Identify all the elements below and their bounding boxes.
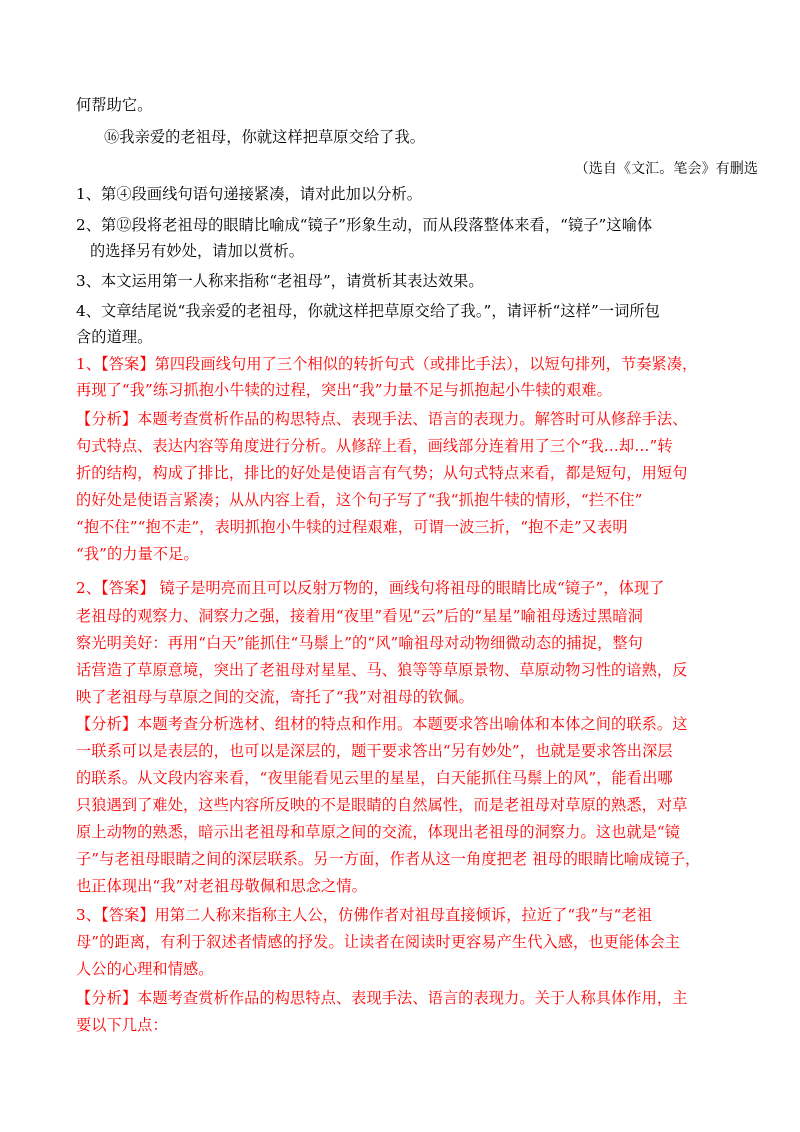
analysis-line: 【分析】本题考查赏析作品的构思特点、表现手法、语言的表现力。解答时可从修辞手法、 [76, 410, 688, 428]
analysis-line: 【分析】本题考查分析选材、组材的特点和作用。本题要求答出喻体和本体之间的联系。这 [76, 715, 688, 733]
analysis-line: 要以下几点： [76, 1016, 168, 1034]
answer-line: 母”的距离，有利于叙述者情感的抒发。让读者在阅读时更容易产生代入感，也更能体会主 [76, 933, 681, 951]
analysis-line: 的联系。从文段内容来看，“夜里能看见云里的星星，白天能抓住马鬃上的风”，能看出哪 [76, 769, 673, 787]
analysis-line: 只狼遇到了难处，这些内容所反映的不是眼睛的自然属性，而是老祖母对草原的熟悉，对草 [76, 796, 688, 814]
question-4-cont: 含的道理。 [76, 328, 153, 346]
analysis-line: 句式特点、表达内容等角度进行分析。从修辞上看，画线部分连着用了三个“我…却…”转 [76, 437, 673, 455]
analysis-line: “我”的力量不足。 [76, 545, 199, 563]
analysis-line: 【分析】本题考查赏析作品的构思特点、表现手法、语言的表现力。关于人称具体作用，主 [76, 989, 688, 1007]
answer-line: 老祖母的观察力、洞察力之强，接着用“夜里”看见“云”后的“星星”喻祖母透过黑暗洞 [76, 607, 643, 625]
analysis-line: 折的结构，构成了排比，排比的好处是使语言有气势；从句式特点来看，都是短句，用短句 [76, 464, 688, 482]
analysis-line: “抱不住”“抱不走”，表明抓抱小牛犊的过程艰难，可谓一波三折，“抱不走”又表明 [76, 518, 628, 536]
passage-line: 何帮助它。 [76, 96, 153, 114]
question-2: 2、第⑫段将老祖母的眼睛比喻成“镜子”形象生动，而从段落整体来看，“镜子”这喻体 [76, 216, 653, 234]
answer-line: 3、【答案】用第二人称来指称主人公，仿佛作者对祖母直接倾诉，拉近了“我”与“老祖 [76, 906, 653, 924]
analysis-line: 的好处是使语言紧凑；从从内容上看，这个句子写了“我“抓抱牛犊的情形，“拦不住” [76, 491, 643, 509]
analysis-line: 子”与老祖母眼睛之间的深层联系。另一方面，作者从这一角度把老 祖母的眼睛比喻成镜子， [76, 850, 701, 868]
question-2-cont: 的选择另有妙处，请加以赏析。 [90, 242, 305, 260]
passage-line: ⑯我亲爱的老祖母，你就这样把草原交给了我。 [104, 128, 426, 146]
question-3: 3、本文运用第一人称来指称“老祖母”，请赏析其表达效果。 [76, 272, 484, 290]
passage-source: （选自《文汇。笔会》有删选 [574, 161, 758, 177]
analysis-line: 也正体现出“我”对老祖母敬佩和思念之情。 [76, 877, 367, 895]
question-1: 1、第④段画线句语句递接紧凑，请对此加以分析。 [76, 185, 423, 203]
answer-line: 察光明美好：再用“白天”能抓住“马鬃上”的“风”喻祖母对动物细微动态的捕捉，整句 [76, 634, 643, 652]
answer-line: 话营造了草原意境，突出了老祖母对星星、马、狼等等草原景物、草原动物习性的谙熟，反 [76, 661, 688, 679]
analysis-line: 原上动物的熟悉，暗示出老祖母和草原之间的交流，体现出老祖母的洞察力。这也就是“镜 [76, 823, 681, 841]
answer-line: 映了老祖母与草原之间的交流，寄托了“我”对祖母的钦佩。 [76, 688, 474, 706]
question-4: 4、文章结尾说“我亲爱的老祖母，你就这样把草原交给了我。”，请评析“这样”一词所包 [76, 302, 660, 320]
analysis-line: 一联系可以是表层的，也可以是深层的，题干要求答出“另有妙处”，也就是要求答出深层 [76, 742, 673, 760]
answer-line: 1、【答案】第四段画线句用了三个相似的转折句式（或排比手法），以短句排列，节奏紧凑， [76, 355, 698, 373]
answer-line: 人公的心理和情感。 [76, 960, 214, 978]
answer-line: 2、【答案】 镜子是明亮而且可以反射万物的，画线句将祖母的眼睛比成“镜子”，体现了 [76, 579, 665, 597]
answer-line: 再现了“我”练习抓抱小牛犊的过程，突出“我”力量不足与抓抱起小牛犊的艰难。 [76, 381, 612, 399]
